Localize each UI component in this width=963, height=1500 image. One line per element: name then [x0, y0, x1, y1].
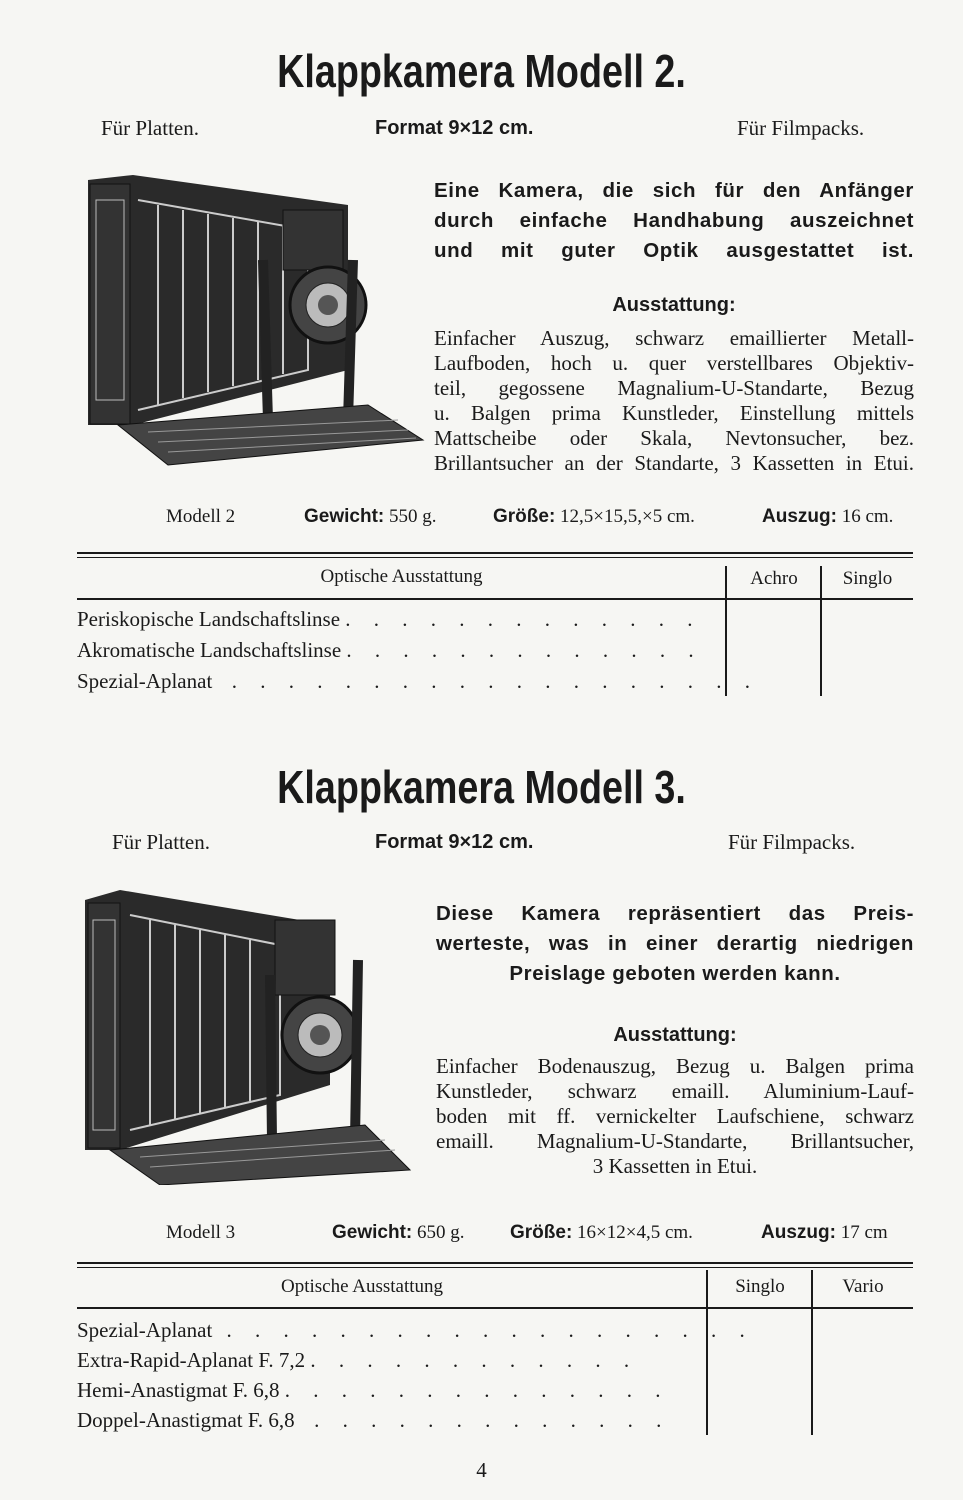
table-header: Optische Ausstattung: [280, 1276, 444, 1297]
equipment-heading: Ausstattung:: [612, 294, 736, 316]
table-row: Extra-Rapid-Aplanat F. 7,2 . . . . . . . . . . . .: [77, 1348, 639, 1372]
lead-text: [434, 176, 914, 266]
lead-line: Preislage geboten werden kann.: [509, 962, 841, 985]
equipment-line: Brillantsucher an der Standarte, 3 Kassetten in Etui.: [434, 451, 914, 475]
weight-spec: Gewicht: 550 g.: [304, 506, 437, 527]
extension-spec: Auszug: 16 cm.: [762, 506, 894, 527]
table-rule: [77, 598, 913, 600]
equipment-line: Einfacher Auszug, schwarz emaillierter Metall-: [434, 326, 914, 350]
table-rule: [77, 557, 913, 558]
size-spec: Größe: 16×12×4,5 cm.: [510, 1222, 693, 1243]
plates-note: Für Platten.: [112, 830, 210, 854]
camera-illustration-modell-3: [80, 885, 420, 1185]
table-row: Spezial-Aplanat . . . . . . . . . . . . . . . . . . .: [77, 1318, 754, 1342]
equipment-line: boden mit ff. vernickelter Laufschiene, schwarz: [436, 1104, 914, 1128]
equipment-line: teil, gegossene Magnalium-U-Standarte, Bezug: [434, 376, 914, 400]
table-rule: [77, 1307, 913, 1309]
column-divider: [811, 1270, 813, 1435]
table-header: Singlo: [842, 568, 893, 589]
format-label: Format 9×12 cm.: [375, 831, 534, 853]
lead-text: [436, 899, 914, 989]
weight-spec: Gewicht: 650 g.: [332, 1222, 465, 1243]
table-header: Optische Ausstattung: [320, 566, 483, 587]
filmpacks-note: Für Filmpacks.: [737, 116, 865, 140]
column-divider: [706, 1270, 708, 1435]
equipment-line: Kunstleder, schwarz emaill. Aluminium-Lauf-: [436, 1079, 914, 1103]
table-row: Spezial-Aplanat . . . . . . . . . . . . . . . . . . .: [77, 669, 760, 693]
model-label: Modell 2: [166, 506, 236, 527]
equipment-line: u. Balgen prima Kunstleder, Einstellung mittels: [434, 401, 914, 425]
table-rule: [77, 552, 913, 554]
section-title: Klappkamera Modell 2.: [277, 45, 686, 97]
equipment-line: Mattscheibe oder Skala, Nevtonsucher, bez.: [434, 426, 914, 450]
equipment-text: [434, 326, 914, 476]
lead-line: Diese Kamera repräsentiert das Preis-: [436, 902, 914, 925]
equipment-line: emaill. Magnalium-U-Standarte, Brillantsucher,: [436, 1129, 914, 1153]
extension-spec: Auszug: 17 cm: [761, 1222, 888, 1243]
filmpacks-note: Für Filmpacks.: [728, 830, 856, 854]
table-header: Achro: [750, 568, 798, 589]
equipment-line: 3 Kassetten in Etui.: [592, 1154, 758, 1178]
equipment-heading: Ausstattung:: [613, 1024, 737, 1046]
table-header: Vario: [842, 1276, 884, 1297]
equipment-text: [436, 1054, 914, 1179]
table-row: Periskopische Landschaftslinse . . . . . . . . . . . . .: [77, 607, 702, 631]
table-rule: [77, 1262, 913, 1264]
size-spec: Größe: 12,5×15,5,×5 cm.: [493, 506, 695, 527]
table-row: Hemi-Anastigmat F. 6,8 . . . . . . . . . . . . . .: [77, 1378, 670, 1402]
lead-line: und mit guter Optik ausgestattet ist.: [434, 239, 914, 262]
table-rule: [77, 1267, 913, 1268]
camera-illustration-modell-2: [78, 170, 428, 470]
lead-line: Eine Kamera, die sich für den Anfänger: [434, 179, 914, 202]
format-label: Format 9×12 cm.: [375, 117, 534, 139]
table-header: Singlo: [735, 1276, 785, 1297]
section-title: Klappkamera Modell 3.: [277, 761, 686, 813]
page-number: 4: [476, 1458, 487, 1482]
equipment-line: Laufboden, hoch u. quer verstellbares Objektiv-: [434, 351, 914, 375]
table-row: Doppel-Anastigmat F. 6,8 . . . . . . . . . . . . .: [77, 1408, 671, 1432]
plates-note: Für Platten.: [101, 116, 199, 140]
model-label: Modell 3: [166, 1222, 236, 1243]
equipment-line: Einfacher Bodenauszug, Bezug u. Balgen prima: [436, 1054, 914, 1078]
column-divider: [820, 566, 822, 696]
table-row: Akromatische Landschaftslinse . . . . . . . . . . . . .: [77, 638, 703, 662]
lead-line: werteste, was in einer derartig niedrigen: [436, 932, 914, 955]
lead-line: durch einfache Handhabung auszeichnet: [434, 209, 914, 232]
